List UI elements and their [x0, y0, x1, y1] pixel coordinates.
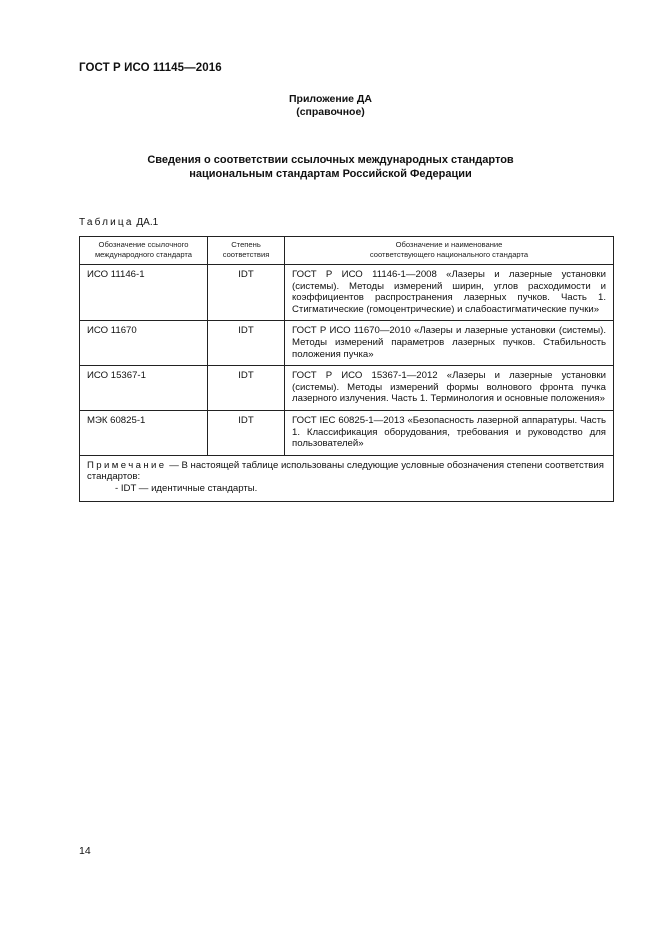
section-title [0, 153, 661, 181]
header-col1-line1: Обозначение ссылочного [98, 240, 189, 249]
table-row [80, 410, 614, 455]
table-row [80, 321, 614, 366]
table-caption-word: Таблица [79, 217, 134, 228]
header-degree [208, 237, 285, 265]
table-header-row [80, 237, 614, 265]
table-row [80, 265, 614, 321]
header-national-standard [285, 237, 614, 265]
degree-cell: IDT [208, 265, 285, 321]
document-code-header: ГОСТ Р ИСО 11145—2016 [79, 62, 222, 74]
degree-cell: IDT [208, 321, 285, 366]
header-reference-standard [80, 237, 208, 265]
page-number: 14 [79, 845, 91, 857]
national-standard-cell: ГОСТ Р ИСО 11670—2010 «Лазеры и лазерные установки (системы). Методы измерений параметров лазерных пучков. Стабильность положения пучка» [285, 321, 614, 366]
note-item: - IDT — идентичные стандарты. [115, 482, 258, 494]
table-caption-number: ДА.1 [136, 217, 159, 228]
national-standard-cell: ГОСТ IEC 60825-1—2013 «Безопасность лазерной аппаратуры. Часть 1. Классификация оборудования, требования и руководство для пользователей» [285, 410, 614, 455]
table-note [80, 455, 614, 501]
reference-standard-cell: МЭК 60825-1 [80, 410, 208, 455]
header-col3-line1: Обозначение и наименование [395, 240, 503, 249]
appendix-subtitle: (справочное) [296, 106, 365, 118]
degree-cell: IDT [208, 410, 285, 455]
degree-cell: IDT [208, 366, 285, 411]
header-col2-line2: соответствия [222, 250, 270, 259]
note-paragraph [87, 460, 606, 483]
reference-standard-cell: ИСО 11670 [80, 321, 208, 366]
table-caption [79, 217, 158, 228]
header-col3-line2: соответствующего национального стандарта [369, 250, 529, 259]
header-col1-line2: международного стандарта [94, 250, 193, 259]
section-title-line-2: национальным стандартам Российской Федерации [189, 168, 472, 180]
national-standard-cell: ГОСТ Р ИСО 15367-1—2012 «Лазеры и лазерные установки (системы). Методы измерений формы волнового фронта пучка лазерного излучения. Часть 1. Терминология и основные положения» [285, 366, 614, 411]
standards-correspondence-table [79, 236, 614, 502]
appendix-heading [0, 93, 661, 119]
section-title-line-1: Сведения о соответствии ссылочных международных стандартов [147, 154, 514, 166]
reference-standard-cell: ИСО 15367-1 [80, 366, 208, 411]
header-col2-line1: Степень [231, 240, 261, 249]
reference-standard-cell: ИСО 11146-1 [80, 265, 208, 321]
note-label: Примечание [87, 459, 167, 471]
appendix-title: Приложение ДА [289, 93, 372, 105]
table-note-row [80, 455, 614, 501]
note-text: — В настоящей таблице использованы следующие условные обозначения степени соответствия стандартов: [87, 459, 604, 483]
national-standard-cell: ГОСТ Р ИСО 11146-1—2008 «Лазеры и лазерные установки (системы). Методы измерений ширин, углов расходимости и коэффициентов распространения лазерных пучков. Часть 1. Стигматические (гомоцентрические) и слабоастигматические пучки» [285, 265, 614, 321]
table-row [80, 366, 614, 411]
